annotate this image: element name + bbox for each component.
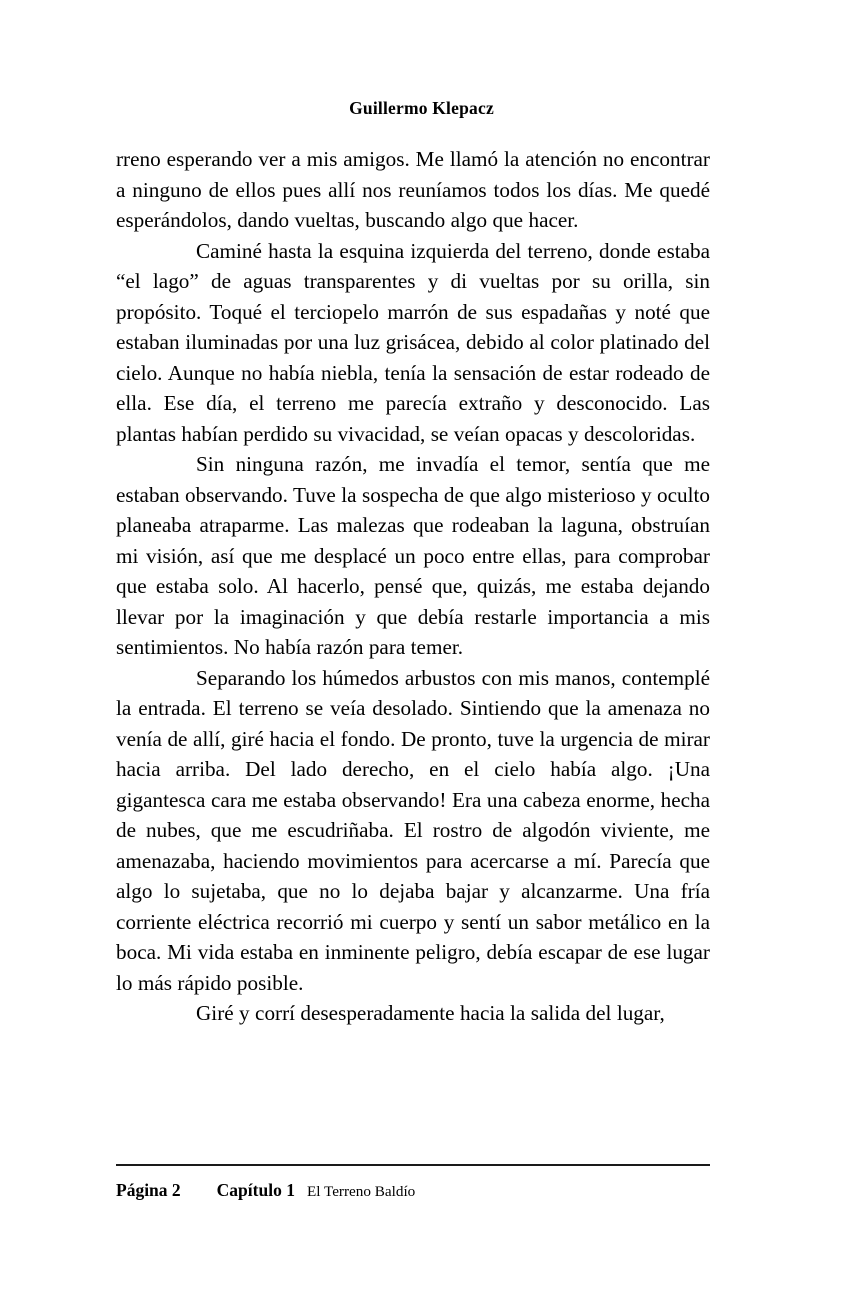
- footer-divider: [116, 1164, 710, 1166]
- running-header-author: Guillermo Klepacz: [349, 98, 494, 118]
- footer-chapter-number: Capítulo 1: [216, 1180, 295, 1200]
- body-text-column: [116, 144, 710, 1029]
- footer-chapter-title: El Terreno Baldío: [306, 1183, 416, 1200]
- paragraph: Caminé hasta la esquina izquierda del terreno, donde estaba “el lago” de aguas transparentes y di vueltas por su orilla, sin propósito. Toqué el terciopelo marrón de sus espadañas y noté que estaban iluminadas por una luz grisácea, debido al color platinado del cielo. Aunque no había niebla, tenía la sensación de estar rodeado de ella. Ese día, el terreno me parecía extraño y desconocido. Las plantas habían perdido su vivacidad, se veían opacas y descoloridas.: [116, 238, 710, 446]
- paragraph: Separando los húmedos arbustos con mis manos, contemplé la entrada. El terreno se veía desolado. Sintiendo que la amenaza no venía de allí, giré hacia el fondo. De pronto, tuve la urgencia de mirar hacia arriba. Del lado derecho, en el cielo había algo. ¡Una gigantesca cara me estaba observando! Era una cabeza enorme, hecha de nubes, que me escudriñaba. El rostro de algodón viviente, me amenazaba, haciendo movimientos para acercarse a mí. Parecía que algo lo sujetaba, que no lo dejaba bajar y alcanzarme. Una fría corriente eléctrica recorrió mi cuerpo y sentí un sabor metálico en la boca. Mi vida estaba en inminente peligro, debía escapar de ese lugar lo más rápido posible.: [116, 665, 710, 995]
- paragraph: Giré y corrí desesperadamente hacia la salida del lugar,: [196, 1001, 665, 1025]
- paragraph: rreno esperando ver a mis amigos. Me llamó la atención no encontrar a ninguno de ellos pues allí nos reuníamos todos los días. Me quedé esperándolos, dando vueltas, buscando algo que hacer.: [116, 147, 710, 232]
- paragraph: Sin ninguna razón, me invadía el temor, sentía que me estaban observando. Tuve la sospecha de que algo misterioso y oculto planeaba atraparme. Las malezas que rodeaban la laguna, obstruían mi visión, así que me desplacé un poco entre ellas, para comprobar que estaba solo. Al hacerlo, pensé que, quizás, me estaba dejando llevar por la imaginación y que debía restarle importancia a mis sentimientos. No había razón para temer.: [116, 452, 710, 659]
- footer-page-number: Página 2: [116, 1180, 181, 1200]
- page-footer: [116, 1180, 710, 1201]
